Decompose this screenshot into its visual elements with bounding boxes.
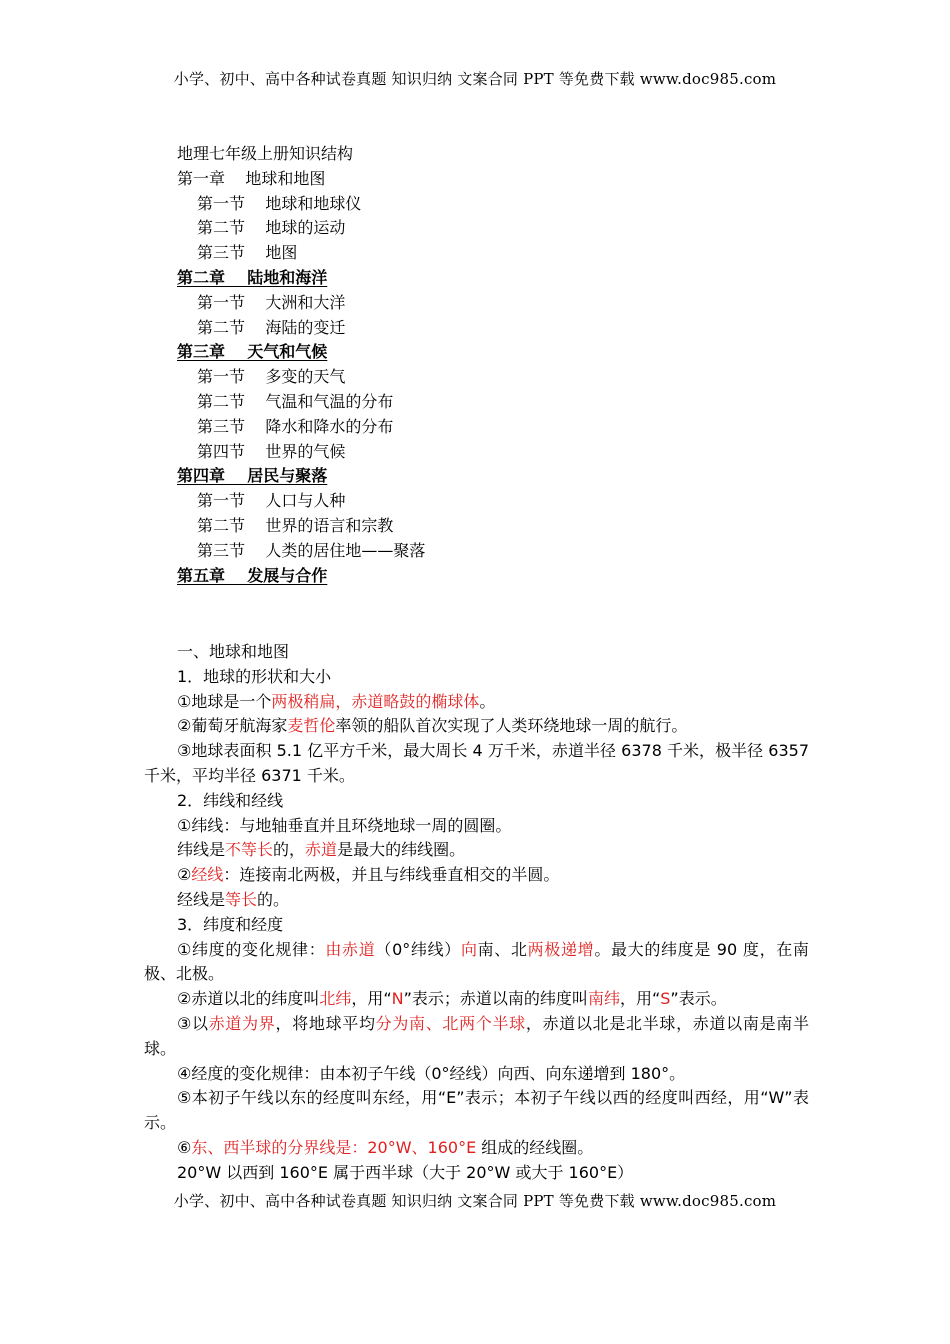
paragraph: ③地球表面积 5.1 亿平方千米，最大周长 4 万千米，赤道半径 6378 千米，极半径 6357 千米，平均半径 6371 千米。 (144, 741, 809, 785)
toc-chapter-1: 第一章 地球和地图 (177, 168, 326, 188)
text-run: 纬线是 (177, 840, 226, 860)
toc-section: 第二节 世界的语言和宗教 (197, 515, 394, 535)
toc-section: 第一节 多变的天气 (197, 367, 346, 387)
highlight-text: 等长 (225, 889, 258, 909)
paragraph (144, 838, 809, 863)
text-run: 组成的经线圈。 (476, 1137, 594, 1157)
highlight-text: 两极递增 (527, 939, 595, 959)
toc-section: 第一节 地球和地球仪 (197, 193, 362, 213)
toc-section: 第三节 地图 (197, 243, 298, 263)
toc-section: 第一节 人口与人种 (197, 491, 346, 511)
toc-section: 第二节 地球的运动 (197, 218, 346, 238)
paragraph: ⑤本初子午线以东的经度叫东经，用“E”表示；本初子午线以西的经度叫西经，用“W”表示。 (144, 1088, 809, 1133)
paragraph (144, 863, 809, 888)
text-run: 经线是 (177, 889, 226, 909)
content-body (144, 640, 809, 1186)
toc-section: 第四节 世界的气候 (197, 441, 346, 461)
text-run: ，赤道以北是北半球，赤道以南是南半球。 (144, 1013, 809, 1058)
highlight-text: 麦哲伦 (287, 716, 336, 736)
subsection-heading: 2．纬线和经线 (177, 790, 284, 810)
text-run: ③以 (177, 1013, 209, 1033)
highlight-text: 南纬 (587, 989, 620, 1009)
text-run: ⑥ (177, 1137, 192, 1157)
paragraph: ①纬线：与地轴垂直并且环绕地球一周的圆圈。 (177, 815, 512, 835)
paragraph: 20°W 以西到 160°E 属于西半球（大于 20°W 或大于 160°E） (177, 1162, 634, 1182)
paragraph (144, 690, 809, 715)
text-run: ：连接南北两极，并且与纬线垂直相交的半圆。 (223, 865, 560, 885)
highlight-text: 北纬 (319, 989, 352, 1009)
table-of-contents (177, 142, 425, 588)
highlight-text: 由赤道 (325, 939, 376, 959)
text-run: 率领的船队首次实现了人类环绕地球一周的航行。 (335, 716, 688, 736)
toc-chapter-5: 第五章 发展与合作 (177, 565, 328, 585)
text-run: （0°纬线） (375, 939, 461, 959)
paragraph (144, 938, 809, 988)
subsection-heading: 1．地球的形状和大小 (177, 666, 332, 686)
text-run: ①地球是一个 (177, 691, 272, 711)
paragraph (144, 1136, 809, 1161)
text-run: ② (177, 865, 192, 885)
highlight-text: 东、西半球的分界线是：20°W、160°E (191, 1137, 477, 1157)
highlight-text: 分为南、北两个半球 (375, 1013, 526, 1033)
toc-chapter-3: 第三章 天气和气候 (177, 342, 328, 362)
toc-title: 地理七年级上册知识结构 (177, 144, 354, 163)
toc-section: 第三节 降水和降水的分布 (197, 416, 394, 436)
paragraph (144, 987, 809, 1012)
subsection-heading: 3．纬度和经度 (177, 914, 284, 934)
paragraph (144, 1012, 809, 1062)
text-run: 的。 (257, 889, 290, 909)
toc-section: 第二节 海陆的变迁 (197, 317, 346, 337)
text-run: ②赤道以北的纬度叫 (177, 989, 320, 1009)
highlight-text: 两极稍扁，赤道略鼓的椭球体 (271, 691, 480, 711)
highlight-text: 经线 (191, 865, 224, 885)
toc-chapter-2: 第二章 陆地和海洋 (177, 267, 328, 287)
paragraph (144, 888, 809, 913)
text-run: 。 (479, 691, 496, 711)
toc-chapter-4: 第四章 居民与聚落 (177, 466, 328, 486)
toc-section: 第三节 人类的居住地——聚落 (197, 540, 426, 560)
paragraph (144, 714, 809, 739)
highlight-text: S (660, 989, 671, 1009)
highlight-text: N (391, 989, 404, 1009)
highlight-text: 赤道为界 (208, 1013, 276, 1033)
page-footer: 小学、初中、高中各种试卷真题 知识归纳 文案合同 PPT 等免费下载 www.doc985.com (173, 1192, 777, 1210)
highlight-text: 赤道 (305, 840, 338, 860)
toc-section: 第二节 气温和气温的分布 (197, 391, 394, 411)
toc-section: 第一节 大洲和大洋 (197, 292, 346, 312)
text-run: 。最大的纬度是 90 度，在南极、北极。 (144, 939, 809, 984)
text-run: 南、北 (477, 939, 528, 959)
text-run: ，用“ (619, 989, 661, 1009)
section-heading: 一、地球和地图 (177, 642, 290, 661)
text-run: ②葡萄牙航海家 (177, 716, 288, 736)
text-run: ，用“ (351, 989, 392, 1009)
page-header: 小学、初中、高中各种试卷真题 知识归纳 文案合同 PPT 等免费下载 www.doc985.com (173, 70, 777, 88)
highlight-text: 不等长 (225, 840, 274, 860)
text-run: 是最大的纬线圈。 (337, 840, 466, 860)
text-run: ①纬度的变化规律： (177, 939, 326, 959)
highlight-text: 向 (460, 939, 478, 959)
text-run: ，将地球平均 (275, 1013, 376, 1033)
paragraph: ④经度的变化规律：由本初子午线（0°经线）向西、向东递增到 180°。 (177, 1063, 686, 1083)
text-run: ”表示；赤道以南的纬度叫 (403, 989, 588, 1009)
text-run: 的， (273, 840, 306, 860)
text-run: ”表示。 (670, 989, 727, 1009)
